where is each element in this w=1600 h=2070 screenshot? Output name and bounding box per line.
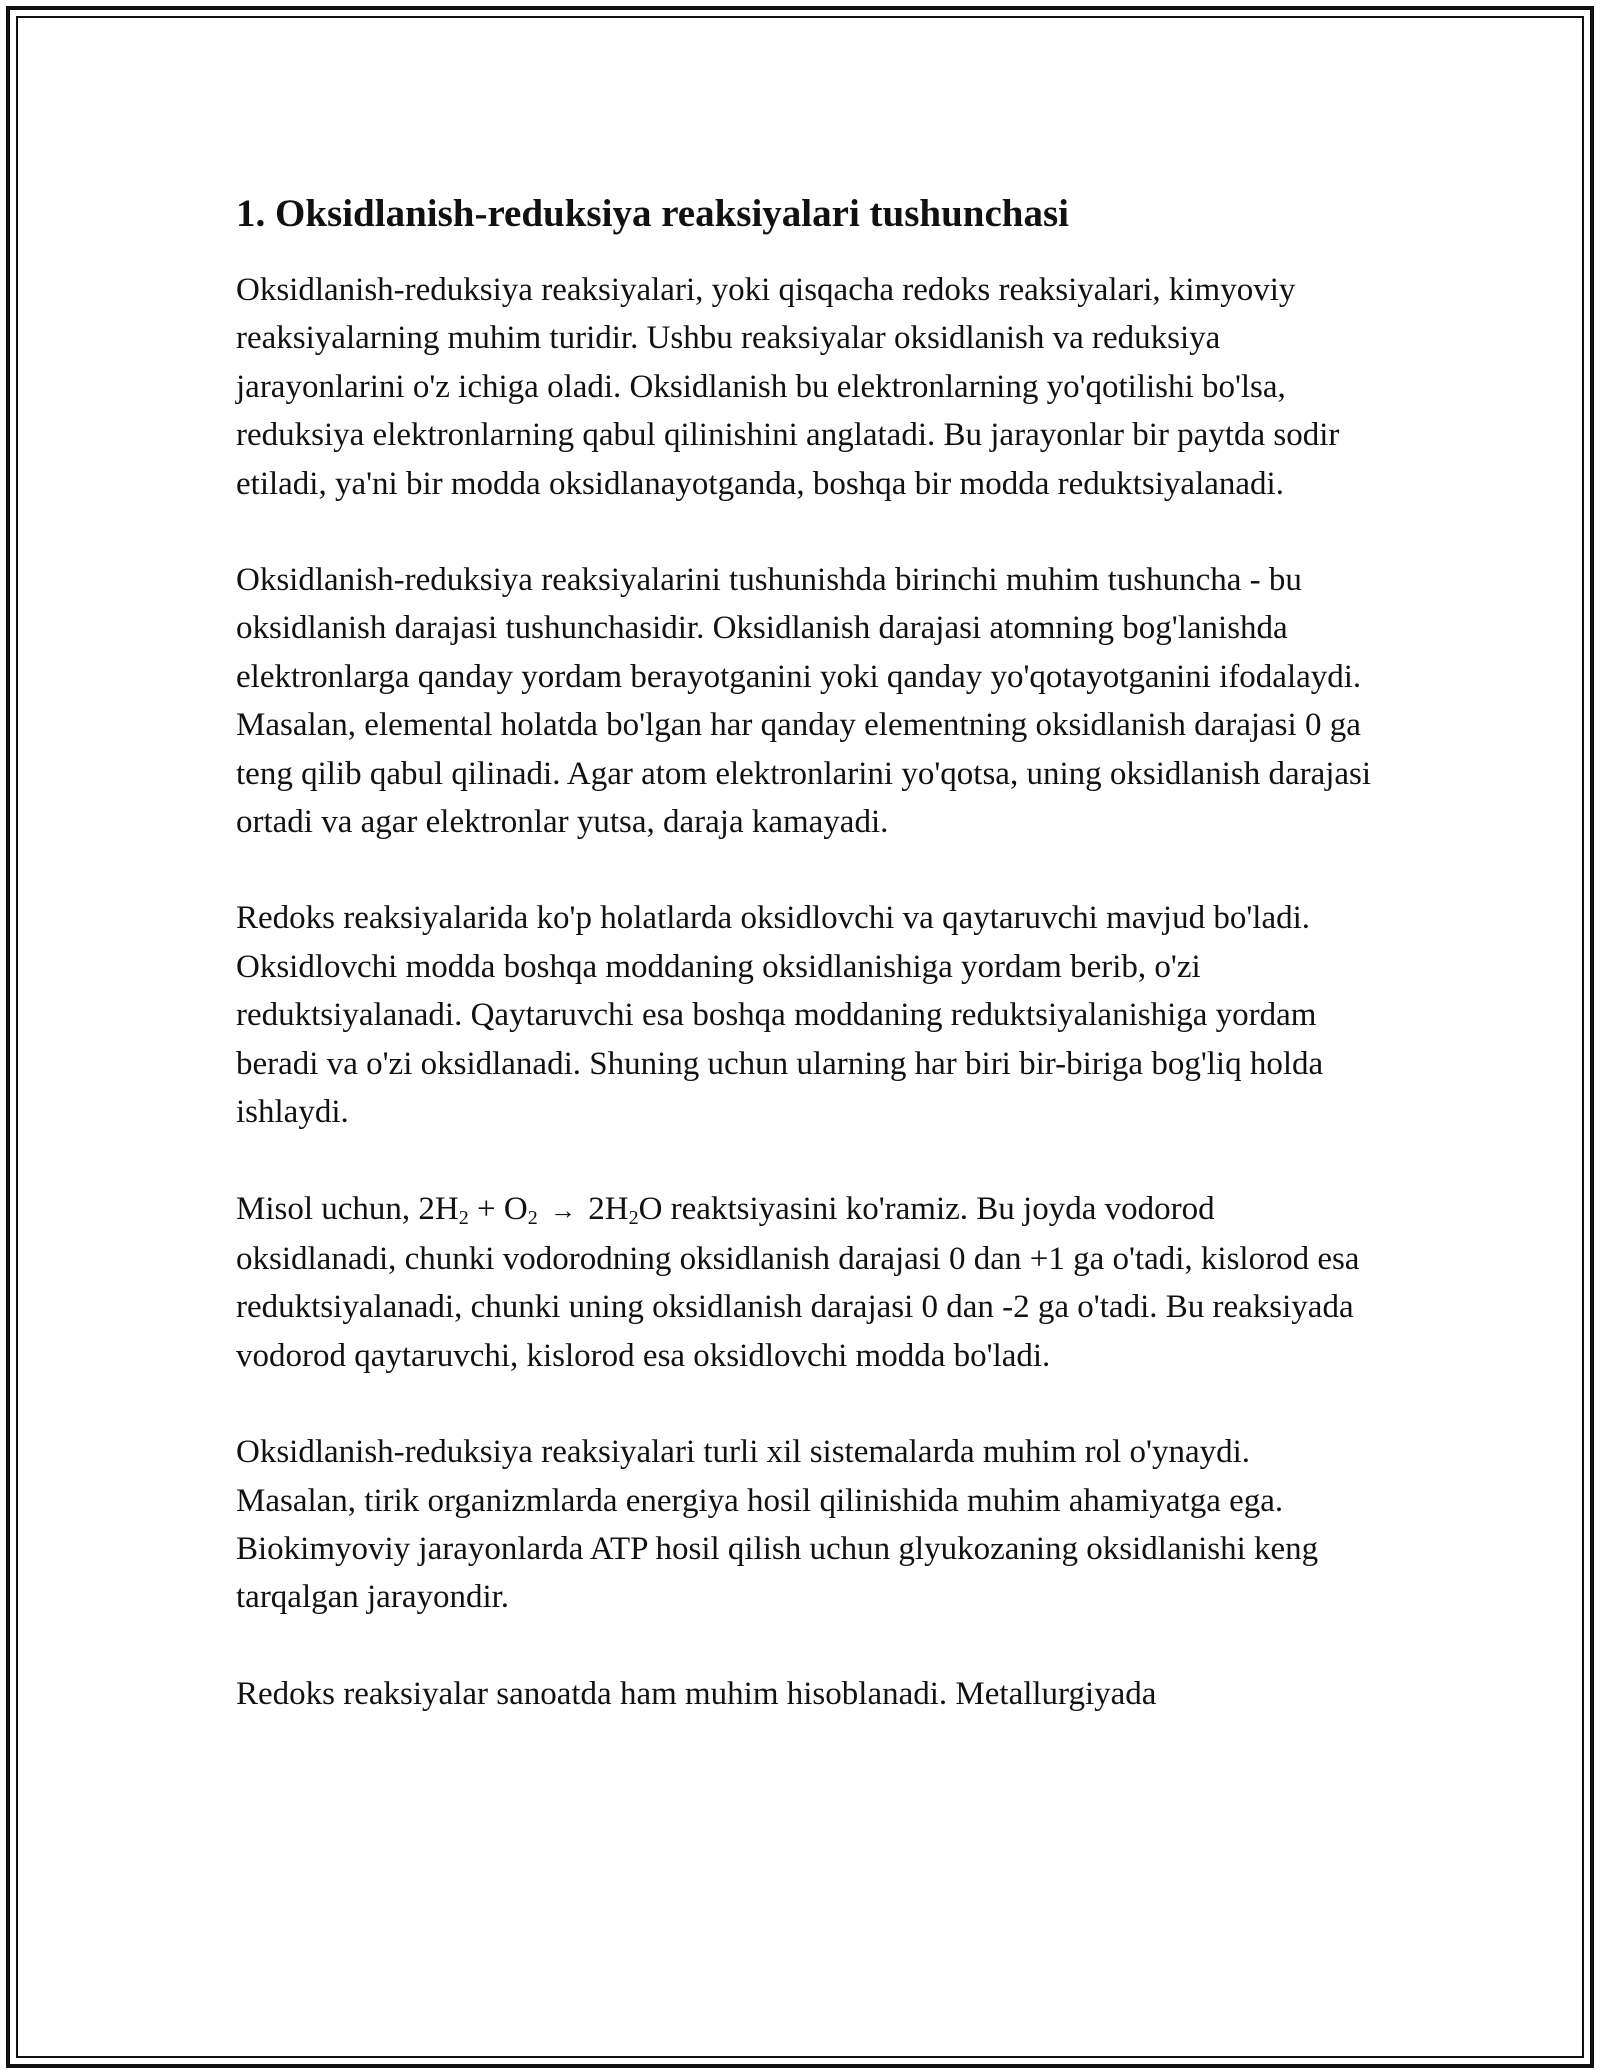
equation-intro-text: Misol uchun,	[236, 1190, 419, 1227]
reaction-arrow-icon: →	[549, 1195, 576, 1225]
equation-reactant-oxygen: + O	[468, 1190, 528, 1227]
paragraph-6: Redoks reaksiyalar sanoatda ham muhim hisoblanadi. Metallurgiyada	[236, 1675, 1157, 1712]
paragraph-4-equation-example	[236, 1185, 1376, 1381]
equation-product-water: 2H	[588, 1190, 629, 1227]
paragraph-1: Oksidlanish-reduksiya reaksiyalari, yoki qisqacha redoks reaksiyalari, kimyoviy reaksiyalarning muhim turidir. Ushbu reaksiyalar oksidlanish va reduksiya jarayonlarini o'z ichiga oladi. Oksidlanish bu elektronlarning yo'qotilishi bo'lsa, reduksiya elektronlarning qabul qilinishini anglatadi. Bu jarayonlar bir paytda sodir etiladi, ya'ni bir modda oksidlanayotganda, boshqa bir modda reduktsiyalanadi.	[236, 272, 1340, 502]
paragraph-3: Redoks reaksiyalarida ko'p holatlarda oksidlovchi va qaytaruvchi mavjud bo'ladi. Oksidlovchi modda boshqa moddaning oksidlanishiga yordam berib, o'zi reduktsiyalanadi. Qaytaruvchi esa boshqa moddaning reduktsiyalanishiga yordam beradi va o'zi oksidlanadi. Shuning uchun ularning har biri bir-biriga bog'liq holda ishlaydi.	[236, 900, 1324, 1131]
equation-subscript: 2	[458, 1206, 469, 1229]
equation-product-tail: O	[638, 1190, 663, 1227]
equation-subscript: 2	[527, 1206, 538, 1229]
equation-subscript: 2	[628, 1206, 639, 1229]
paragraph-5: Oksidlanish-reduksiya reaksiyalari turli xil sistemalarda muhim rol o'ynaydi. Masalan, tirik organizmlarda energiya hosil qilinishida muhim ahamiyatga ega. Biokimyoviy jarayonlarda ATP hosil qilish uchun glyukozaning oksidlanishi keng tarqalgan jarayondir.	[236, 1434, 1319, 1616]
paragraph-2: Oksidlanish-reduksiya reaksiyalarini tushunishda birinchi muhim tushuncha - bu oksidlanish darajasi tushunchasidir. Oksidlanish darajasi atomning bog'lanishda elektronlarga qanday yordam berayotganini yoki qanday yo'qotayotganini ifodalaydi. Masalan, elemental holatda bo'lgan har qanday elementning oksidlanish darajasi 0 ga teng qilib qabul qilinadi. Agar atom elektronlarini yo'qotsa, uning oksidlanish darajasi ortadi va agar elektronlar yutsa, daraja kamayadi.	[236, 562, 1372, 841]
section-heading: 1. Oksidlanish-reduksiya reaksiyalari tushunchasi	[236, 192, 1069, 235]
equation-reactant-hydrogen: 2H	[418, 1190, 459, 1227]
document-body	[236, 188, 1376, 1766]
equation-explanation-text: reaktsiyasini ko'ramiz. Bu joyda vodorod oksidlanadi, chunki vodorodning oksidlanish darajasi 0 dan +1 ga o'tadi, kislorod esa reduktsiyalanadi, chunki uning oksidlanish darajasi 0 dan -2 ga o'tadi. Bu reaksiyada vodorod qaytaruvchi, kislorod esa oksidlovchi modda bo'ladi.	[236, 1190, 1360, 1374]
